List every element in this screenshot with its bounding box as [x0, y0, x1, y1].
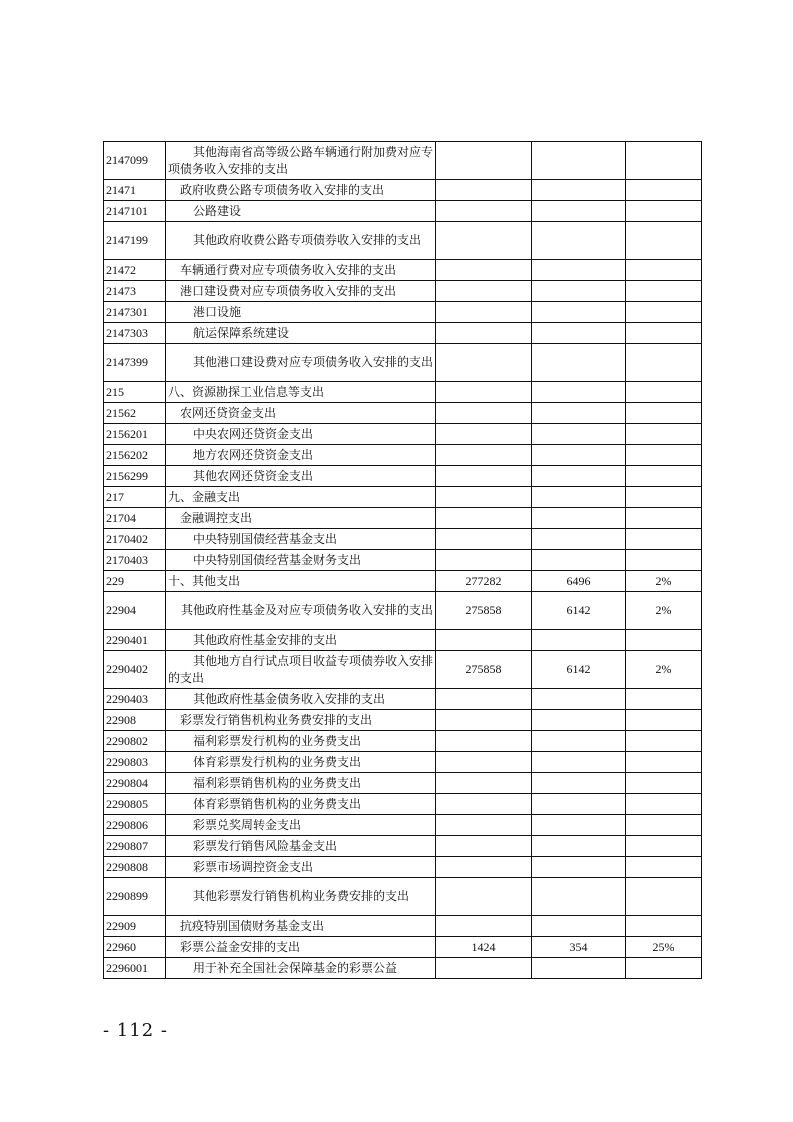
- table-row: [104, 731, 702, 752]
- row-name: 抗疫特别国债财务基金支出: [166, 916, 436, 937]
- row-value-1: [436, 323, 532, 344]
- row-value-3: [626, 201, 702, 222]
- row-code: 2147101: [104, 201, 166, 222]
- row-value-2: [532, 142, 626, 180]
- row-value-2: [532, 752, 626, 773]
- row-name: 彩票发行销售风险基金支出: [166, 836, 436, 857]
- table-row: [104, 836, 702, 857]
- row-value-3: [626, 142, 702, 180]
- table-row: [104, 878, 702, 916]
- table-row: [104, 142, 702, 180]
- row-value-1: [436, 142, 532, 180]
- row-value-3: [626, 281, 702, 302]
- row-value-1: [436, 466, 532, 487]
- table-row: [104, 508, 702, 529]
- row-name: 彩票公益金安排的支出: [166, 937, 436, 958]
- row-code: 22904: [104, 592, 166, 630]
- row-value-3: [626, 710, 702, 731]
- row-name: 其他农网还贷资金支出: [166, 466, 436, 487]
- table-row: [104, 592, 702, 630]
- row-name: 中央特别国债经营基金支出: [166, 529, 436, 550]
- table-row: [104, 281, 702, 302]
- row-value-3: 2%: [626, 592, 702, 630]
- row-value-2: [532, 180, 626, 201]
- row-code: 2290402: [104, 651, 166, 689]
- table-row: [104, 382, 702, 403]
- row-value-1: [436, 773, 532, 794]
- row-code: 21472: [104, 260, 166, 281]
- row-value-2: [532, 958, 626, 979]
- row-name: 彩票兑奖周转金支出: [166, 815, 436, 836]
- table-row: [104, 630, 702, 651]
- row-value-1: [436, 403, 532, 424]
- row-code: 21471: [104, 180, 166, 201]
- row-code: 2290899: [104, 878, 166, 916]
- row-value-3: [626, 794, 702, 815]
- row-name: 其他海南省高等级公路车辆通行附加费对应专项债务收入安排的支出: [166, 142, 436, 180]
- row-code: 2147301: [104, 302, 166, 323]
- row-code: 22908: [104, 710, 166, 731]
- row-code: 2290808: [104, 857, 166, 878]
- row-value-3: [626, 878, 702, 916]
- row-value-2: [532, 487, 626, 508]
- page-number: - 112 -: [103, 1020, 168, 1041]
- row-value-3: [626, 323, 702, 344]
- row-value-1: 277282: [436, 571, 532, 592]
- row-name: 地方农网还贷资金支出: [166, 445, 436, 466]
- row-value-3: [626, 731, 702, 752]
- row-value-3: [626, 916, 702, 937]
- table-row: [104, 424, 702, 445]
- row-value-1: [436, 752, 532, 773]
- row-value-2: [532, 630, 626, 651]
- row-code: 2290806: [104, 815, 166, 836]
- table-row: [104, 651, 702, 689]
- row-code: 22960: [104, 937, 166, 958]
- budget-table: [103, 141, 702, 979]
- row-value-1: [436, 344, 532, 382]
- row-code: 2290403: [104, 689, 166, 710]
- row-value-1: [436, 815, 532, 836]
- row-value-2: [532, 731, 626, 752]
- row-value-3: [626, 857, 702, 878]
- row-value-2: [532, 281, 626, 302]
- row-value-1: [436, 857, 532, 878]
- row-value-3: [626, 508, 702, 529]
- row-value-3: [626, 424, 702, 445]
- row-code: 229: [104, 571, 166, 592]
- row-code: 2147399: [104, 344, 166, 382]
- row-value-3: 25%: [626, 937, 702, 958]
- row-value-1: [436, 201, 532, 222]
- row-value-1: [436, 302, 532, 323]
- table-row: [104, 180, 702, 201]
- table-row: [104, 466, 702, 487]
- row-name: 其他彩票发行销售机构业务费安排的支出: [166, 878, 436, 916]
- row-name: 车辆通行费对应专项债务收入安排的支出: [166, 260, 436, 281]
- row-value-2: [532, 815, 626, 836]
- table-row: [104, 571, 702, 592]
- table-row: [104, 689, 702, 710]
- row-code: 2147303: [104, 323, 166, 344]
- row-name: 中央特别国债经营基金财务支出: [166, 550, 436, 571]
- row-value-1: [436, 836, 532, 857]
- row-value-3: [626, 630, 702, 651]
- table-row: [104, 752, 702, 773]
- row-value-2: [532, 382, 626, 403]
- row-value-2: [532, 323, 626, 344]
- row-name: 金融调控支出: [166, 508, 436, 529]
- row-value-1: 275858: [436, 592, 532, 630]
- row-value-2: [532, 424, 626, 445]
- row-value-3: [626, 529, 702, 550]
- row-value-1: [436, 445, 532, 466]
- row-value-3: [626, 302, 702, 323]
- row-code: 215: [104, 382, 166, 403]
- row-value-3: [626, 752, 702, 773]
- row-value-2: [532, 260, 626, 281]
- row-code: 2147099: [104, 142, 166, 180]
- table-row: [104, 302, 702, 323]
- table-row: [104, 222, 702, 260]
- table-row: [104, 201, 702, 222]
- row-name: 其他港口建设费对应专项债务收入安排的支出: [166, 344, 436, 382]
- row-code: 2290802: [104, 731, 166, 752]
- table-row: [104, 916, 702, 937]
- row-value-3: [626, 180, 702, 201]
- row-name: 其他政府收费公路专项债券收入安排的支出: [166, 222, 436, 260]
- row-name: 体育彩票销售机构的业务费支出: [166, 794, 436, 815]
- table-body: [104, 142, 702, 979]
- row-name: 体育彩票发行机构的业务费支出: [166, 752, 436, 773]
- row-value-2: 354: [532, 937, 626, 958]
- row-value-1: [436, 529, 532, 550]
- row-value-2: [532, 773, 626, 794]
- table-row: [104, 487, 702, 508]
- row-value-1: [436, 260, 532, 281]
- table-row: [104, 937, 702, 958]
- table-row: [104, 344, 702, 382]
- table-row: [104, 958, 702, 979]
- row-value-2: [532, 201, 626, 222]
- row-value-3: [626, 550, 702, 571]
- row-value-1: 1424: [436, 937, 532, 958]
- row-value-1: [436, 550, 532, 571]
- row-name: 港口建设费对应专项债务收入安排的支出: [166, 281, 436, 302]
- row-value-2: 6496: [532, 571, 626, 592]
- row-code: 2156202: [104, 445, 166, 466]
- row-value-3: [626, 403, 702, 424]
- row-value-1: [436, 689, 532, 710]
- row-value-2: [532, 836, 626, 857]
- table-row: [104, 323, 702, 344]
- row-code: 2290807: [104, 836, 166, 857]
- row-value-1: [436, 878, 532, 916]
- row-value-1: [436, 222, 532, 260]
- row-value-1: [436, 487, 532, 508]
- row-value-1: [436, 794, 532, 815]
- row-name: 其他政府性基金债务收入安排的支出: [166, 689, 436, 710]
- row-value-3: [626, 773, 702, 794]
- row-code: 2290804: [104, 773, 166, 794]
- row-value-3: [626, 466, 702, 487]
- row-code: 22909: [104, 916, 166, 937]
- row-value-2: [532, 857, 626, 878]
- row-value-2: [532, 710, 626, 731]
- row-value-3: [626, 344, 702, 382]
- row-value-2: 6142: [532, 592, 626, 630]
- row-value-3: [626, 689, 702, 710]
- row-code: 2290803: [104, 752, 166, 773]
- row-value-1: [436, 281, 532, 302]
- row-code: 21473: [104, 281, 166, 302]
- row-value-2: [532, 302, 626, 323]
- row-value-3: [626, 958, 702, 979]
- row-name: 航运保障系统建设: [166, 323, 436, 344]
- table-row: [104, 550, 702, 571]
- row-name: 八、资源勘探工业信息等支出: [166, 382, 436, 403]
- table-row: [104, 815, 702, 836]
- row-value-1: [436, 382, 532, 403]
- row-name: 其他地方自行试点项目收益专项债券收入安排的支出: [166, 651, 436, 689]
- row-code: 217: [104, 487, 166, 508]
- row-value-1: [436, 630, 532, 651]
- row-name: 彩票发行销售机构业务费安排的支出: [166, 710, 436, 731]
- row-value-3: 2%: [626, 651, 702, 689]
- row-name: 中央农网还贷资金支出: [166, 424, 436, 445]
- row-name: 港口设施: [166, 302, 436, 323]
- row-value-3: [626, 815, 702, 836]
- row-value-2: [532, 445, 626, 466]
- row-name: 农网还贷资金支出: [166, 403, 436, 424]
- row-value-3: [626, 260, 702, 281]
- row-name: 福利彩票发行机构的业务费支出: [166, 731, 436, 752]
- row-code: 2296001: [104, 958, 166, 979]
- row-name: 其他政府性基金安排的支出: [166, 630, 436, 651]
- row-value-1: [436, 180, 532, 201]
- row-value-2: [532, 222, 626, 260]
- row-value-2: [532, 878, 626, 916]
- row-value-3: [626, 222, 702, 260]
- row-value-2: [532, 403, 626, 424]
- row-value-3: [626, 836, 702, 857]
- row-value-2: [532, 508, 626, 529]
- row-value-2: [532, 550, 626, 571]
- row-name: 公路建设: [166, 201, 436, 222]
- table-row: [104, 773, 702, 794]
- row-code: 21704: [104, 508, 166, 529]
- row-name: 政府收费公路专项债务收入安排的支出: [166, 180, 436, 201]
- row-value-2: [532, 529, 626, 550]
- row-value-1: [436, 916, 532, 937]
- table-row: [104, 260, 702, 281]
- row-value-2: 6142: [532, 651, 626, 689]
- table-row: [104, 445, 702, 466]
- row-value-1: [436, 958, 532, 979]
- row-value-2: [532, 689, 626, 710]
- row-code: 2290805: [104, 794, 166, 815]
- row-value-1: 275858: [436, 651, 532, 689]
- row-value-2: [532, 466, 626, 487]
- row-code: 2290401: [104, 630, 166, 651]
- row-name: 用于补充全国社会保障基金的彩票公益: [166, 958, 436, 979]
- table-row: [104, 710, 702, 731]
- row-name: 九、金融支出: [166, 487, 436, 508]
- row-code: 21562: [104, 403, 166, 424]
- row-value-3: [626, 445, 702, 466]
- row-value-1: [436, 710, 532, 731]
- row-name: 彩票市场调控资金支出: [166, 857, 436, 878]
- row-code: 2147199: [104, 222, 166, 260]
- row-code: 2170402: [104, 529, 166, 550]
- row-value-3: [626, 487, 702, 508]
- row-value-3: [626, 382, 702, 403]
- table-row: [104, 794, 702, 815]
- row-code: 2170403: [104, 550, 166, 571]
- table-row: [104, 529, 702, 550]
- row-code: 2156201: [104, 424, 166, 445]
- row-value-1: [436, 731, 532, 752]
- row-name: 其他政府性基金及对应专项债务收入安排的支出: [166, 592, 436, 630]
- row-name: 十、其他支出: [166, 571, 436, 592]
- row-code: 2156299: [104, 466, 166, 487]
- row-value-1: [436, 508, 532, 529]
- row-name: 福利彩票销售机构的业务费支出: [166, 773, 436, 794]
- row-value-1: [436, 424, 532, 445]
- row-value-2: [532, 344, 626, 382]
- row-value-3: 2%: [626, 571, 702, 592]
- table-row: [104, 857, 702, 878]
- row-value-2: [532, 916, 626, 937]
- table-row: [104, 403, 702, 424]
- row-value-2: [532, 794, 626, 815]
